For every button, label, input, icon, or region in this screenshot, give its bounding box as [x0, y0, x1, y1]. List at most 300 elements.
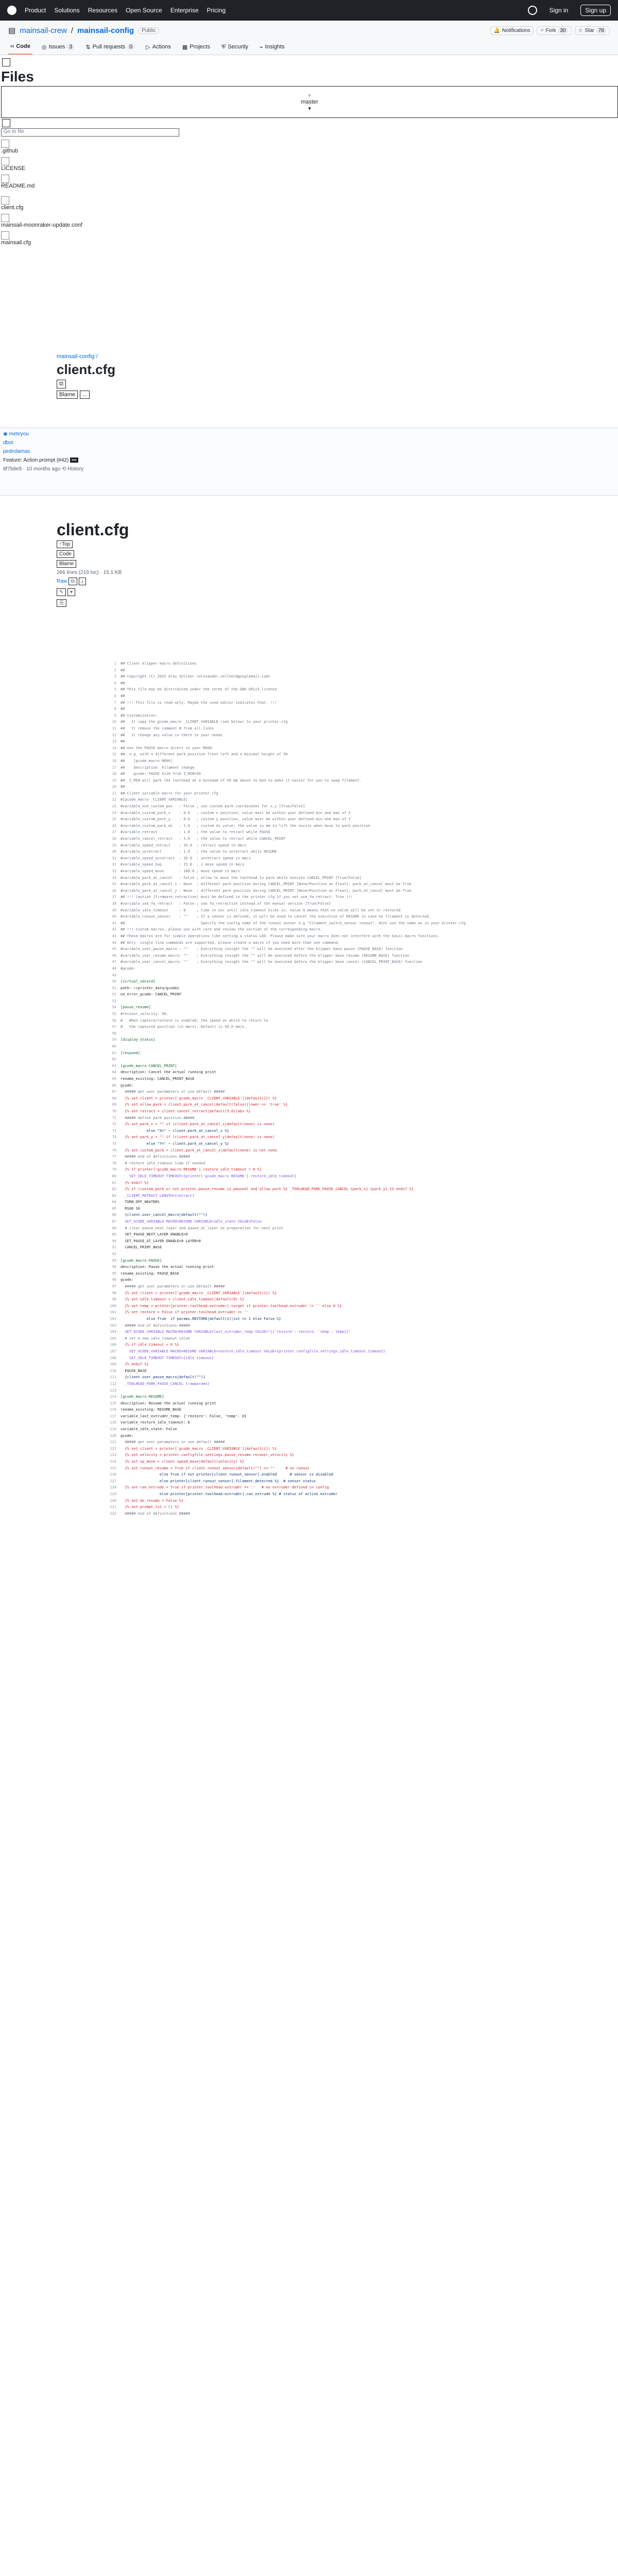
code-line	[103, 693, 608, 700]
line-number[interactable]: 73	[112, 1128, 116, 1133]
file-item-readme[interactable]: README.md	[1, 175, 617, 189]
line-number[interactable]: 93	[112, 1258, 116, 1263]
code-line	[103, 1465, 608, 1472]
file-icon	[1, 196, 9, 205]
line-number[interactable]: 68	[112, 1096, 116, 1100]
line-number[interactable]: 27	[112, 830, 116, 835]
line-number[interactable]: 127	[110, 1479, 116, 1483]
code-line	[103, 810, 608, 817]
tab-projects[interactable]: ▦ Projects	[182, 44, 210, 50]
line-number[interactable]: 123	[110, 1453, 116, 1458]
line-number[interactable]: 14	[112, 745, 116, 750]
line-number[interactable]: 101	[110, 1310, 116, 1315]
code-line	[103, 1173, 608, 1180]
download-icon[interactable]: ⤓	[79, 578, 86, 585]
shield-icon: ⛨	[221, 43, 226, 50]
code-line-text: {% set custom_park = client.park_at_cancel_x|default(none) is not none	[121, 1148, 277, 1153]
repo-name-link[interactable]: mainsail-config	[77, 26, 134, 35]
line-number[interactable]: 81	[112, 1180, 116, 1185]
line-number[interactable]: 78	[112, 1161, 116, 1165]
blame-button[interactable]: Blame	[57, 391, 78, 399]
code-line	[103, 673, 608, 680]
code-line-text: {% set allow_park = client.park_at_cancel|default(false)|lower == 'true' %}	[121, 1103, 288, 1107]
github-logo-icon[interactable]	[7, 6, 16, 15]
line-number[interactable]: 77	[112, 1155, 116, 1159]
line-number[interactable]: 71	[112, 1115, 116, 1120]
line-number[interactable]: 13	[112, 739, 116, 744]
code-line-text: ## These macros are for simple operations like setting a status LED. Please make sure your macro does not interfere with the basic macro functions.	[121, 934, 440, 938]
code-line	[103, 972, 608, 979]
code-line	[103, 1478, 608, 1485]
line-number[interactable]: 29	[112, 843, 116, 848]
code-line	[103, 1361, 608, 1368]
line-number[interactable]: 92	[112, 1252, 116, 1257]
code-line	[103, 946, 608, 953]
sign-up-button[interactable]: Sign up	[580, 5, 611, 16]
line-number[interactable]: 97	[112, 1284, 116, 1289]
code-line	[103, 1251, 608, 1258]
line-number[interactable]: 53	[112, 998, 116, 1003]
chevron-down-icon[interactable]: ▾	[67, 588, 75, 596]
line-number[interactable]: 91	[112, 1245, 116, 1250]
repo-owner-link[interactable]: mainsail-crew	[20, 26, 67, 35]
line-number[interactable]: 10	[112, 720, 116, 724]
line-number[interactable]: 25	[112, 817, 116, 822]
line-number[interactable]: 64	[112, 1070, 116, 1075]
code-line	[103, 1089, 608, 1095]
line-number[interactable]: 52	[112, 992, 116, 997]
code-line-text: ##	[121, 668, 125, 672]
line-number[interactable]: 98	[112, 1291, 116, 1295]
line-number[interactable]: 103	[110, 1323, 116, 1328]
line-number[interactable]: 35	[112, 882, 116, 887]
code-line-text: {% set runout_resume = True if client.runout_sensor|default("") == "" # no runout	[121, 1466, 310, 1470]
code-line	[103, 1238, 608, 1245]
commit-author-link[interactable]: meteyou	[9, 431, 29, 437]
line-number[interactable]: 124	[110, 1460, 116, 1464]
line-number[interactable]: 79	[112, 1167, 116, 1172]
code-line-text: PAUSE_BASE	[121, 1368, 147, 1373]
line-number[interactable]: 34	[112, 875, 116, 880]
code-line	[103, 1244, 608, 1251]
line-number[interactable]: 76	[112, 1148, 116, 1153]
nav-enterprise[interactable]: Enterprise	[170, 7, 199, 14]
line-number[interactable]: 5	[114, 687, 116, 692]
line-number[interactable]: 125	[110, 1466, 116, 1470]
code-header	[57, 520, 129, 608]
code-line	[103, 1323, 608, 1329]
line-number[interactable]: 32	[112, 862, 116, 867]
code-line	[103, 1037, 608, 1043]
search-icon[interactable]	[2, 119, 10, 127]
line-number[interactable]: 112	[110, 1381, 116, 1386]
line-number[interactable]: 54	[112, 1005, 116, 1010]
code-line-text: ##### get user parameters or use default #####	[121, 1090, 225, 1094]
file-tree	[0, 55, 618, 248]
commit-hash[interactable]: 8f7b8e9	[3, 466, 22, 472]
line-number[interactable]: 20	[112, 785, 116, 789]
tab-insights[interactable]: ⌁ Insights	[260, 44, 285, 50]
code-view-tab[interactable]: Code	[57, 550, 74, 558]
line-number[interactable]: 47	[112, 960, 116, 964]
line-number[interactable]: 115	[110, 1401, 116, 1405]
code-line	[103, 1329, 608, 1335]
line-number[interactable]: 7	[114, 700, 116, 705]
line-number[interactable]: 6	[114, 693, 116, 698]
code-line-text: ##### end of definitions #####	[121, 1323, 190, 1328]
line-number[interactable]: 82	[112, 1187, 116, 1192]
line-number[interactable]: 119	[110, 1427, 116, 1432]
line-number[interactable]: 121	[110, 1440, 116, 1445]
line-number[interactable]: 106	[110, 1343, 116, 1347]
line-number[interactable]: 2	[114, 668, 116, 672]
line-number[interactable]: 22	[112, 798, 116, 802]
file-icon	[1, 214, 9, 222]
line-number[interactable]: 33	[112, 869, 116, 873]
line-number[interactable]: 46	[112, 953, 116, 958]
line-number[interactable]: 1	[114, 662, 116, 666]
code-line-text: {% set restore = False if printer.toolhead.extruder == ''	[121, 1310, 249, 1315]
code-line	[103, 1258, 608, 1264]
line-number[interactable]: 104	[110, 1330, 116, 1334]
line-number[interactable]: 131	[110, 1505, 116, 1510]
line-number[interactable]: 85	[112, 1206, 116, 1211]
file-item-mainsail-cfg[interactable]: mainsail.cfg	[1, 231, 617, 246]
latest-commit: ◉ meteyou dbot pedrolamas Feature: Action prompt (#42) ••• 8f7b8e9 · 10 months ago ⟲ History	[0, 428, 618, 496]
collapse-icon[interactable]	[2, 58, 10, 66]
line-number[interactable]: 72	[112, 1122, 116, 1127]
line-number[interactable]: 3	[114, 674, 116, 679]
code-line	[103, 1076, 608, 1082]
copy-icon: ⧉	[59, 381, 63, 387]
visibility-badge: Public	[138, 27, 159, 34]
line-number[interactable]: 89	[112, 1232, 116, 1237]
sign-in-link[interactable]: Sign in	[549, 7, 569, 14]
line-number[interactable]: 44	[112, 940, 116, 945]
line-number[interactable]: 99	[112, 1297, 116, 1302]
line-number[interactable]: 88	[112, 1226, 116, 1230]
file-item-client-cfg[interactable]: client.cfg	[1, 196, 617, 211]
line-number[interactable]: 116	[110, 1408, 116, 1412]
blame-view-tab[interactable]: Blame	[57, 560, 76, 568]
line-number[interactable]: 60	[112, 1044, 116, 1049]
code-line	[103, 1452, 608, 1459]
code-line-text: [virtual_sdcard]	[121, 979, 156, 984]
line-number[interactable]: 80	[112, 1174, 116, 1178]
code-line	[103, 1082, 608, 1089]
code-line-text: ## Use the PAUSE macro direct in your M600:	[121, 745, 214, 750]
repo-header: ▤ mainsail-crew / mainsail-config Public 🔔 Notifications ⑂ Fork 30 ☆ Star 78 ‹› Code ◎ Issues 3 ⇅ Pull requests 0 ▷ Actions ▦ Projects ⛨ Security ⌁ Insights	[0, 21, 618, 55]
code-line	[103, 1303, 608, 1310]
line-number[interactable]: 30	[112, 850, 116, 854]
tab-code[interactable]: ‹› Code	[8, 40, 32, 55]
line-number[interactable]: 48	[112, 966, 116, 971]
line-number[interactable]: 61	[112, 1050, 116, 1055]
line-number[interactable]: 40	[112, 914, 116, 919]
line-number[interactable]: 111	[110, 1375, 116, 1380]
code-line	[103, 1011, 608, 1018]
line-number[interactable]: 126	[110, 1472, 116, 1477]
code-line-text: {% set idle_timeout = client.idle_timeout|default(0) %}	[121, 1297, 245, 1302]
code-line-text: #variable_cancel_retract : 5.0 ; the value to retract while CANCEL_PRINT	[121, 837, 286, 841]
code-line	[103, 855, 608, 862]
file-stats: 266 lines (219 loc) · 15.1 KB	[57, 570, 122, 575]
file-item-github-folder[interactable]: .github	[1, 140, 617, 154]
commit-bot-link[interactable]: dbot	[3, 440, 13, 446]
code-line	[103, 959, 608, 965]
commit-coauthor-link[interactable]: pedrolamas	[3, 449, 30, 454]
code-line	[103, 765, 608, 771]
line-number[interactable]: 66	[112, 1083, 116, 1088]
code-line	[103, 998, 608, 1005]
fork-button[interactable]: ⑂ Fork 30	[537, 26, 571, 35]
line-number[interactable]: 69	[112, 1103, 116, 1107]
code-line	[103, 901, 608, 907]
line-number[interactable]: 108	[110, 1355, 116, 1360]
line-number[interactable]: 26	[112, 823, 116, 828]
code-line	[103, 829, 608, 836]
nav-solutions[interactable]: Solutions	[54, 7, 80, 14]
code-line	[103, 1419, 608, 1426]
line-number[interactable]: 19	[112, 778, 116, 783]
code-line-text: ##	[121, 693, 125, 698]
line-number[interactable]: 39	[112, 908, 116, 912]
line-number[interactable]: 86	[112, 1213, 116, 1217]
code-line-text: {% set client = printer['gcode_macro _CLIENT_VARIABLE']|default({}) %}	[121, 1446, 277, 1451]
code-line-text: ## Customization:	[121, 713, 158, 718]
line-number[interactable]: 113	[110, 1388, 116, 1393]
history-link[interactable]: History	[67, 466, 84, 472]
line-number[interactable]: 4	[114, 681, 116, 685]
copy-raw-icon[interactable]: ⧉	[68, 578, 77, 585]
code-line-text: {% set prompt_txt = [] %}	[121, 1505, 179, 1510]
graph-icon: ⌁	[260, 44, 263, 50]
commit-message-link[interactable]: Feature: Action prompt (#42)	[3, 457, 69, 463]
code-line-text: ## !!! Custom macros, please use with care and review the section of the corresponding macro.	[121, 927, 322, 932]
line-number[interactable]: 49	[112, 973, 116, 977]
expand-commit-button[interactable]: •••	[70, 457, 78, 463]
code-line	[103, 1030, 608, 1037]
avatar[interactable]: ◉	[3, 431, 8, 437]
repo-tabs	[8, 40, 610, 55]
code-line-text: {% set retract = client.cancel_retract|default(5.0)|abs %}	[121, 1109, 251, 1113]
notifications-button[interactable]: 🔔 Notifications	[490, 26, 534, 35]
line-number[interactable]: 36	[112, 888, 116, 893]
code-line	[103, 1206, 608, 1212]
line-number[interactable]: 94	[112, 1265, 116, 1269]
code-line	[103, 1381, 608, 1387]
line-number[interactable]: 9	[114, 713, 116, 718]
star-button[interactable]: ☆ Star 78	[575, 26, 610, 35]
line-number[interactable]: 87	[112, 1219, 116, 1224]
folder-icon	[1, 140, 9, 148]
code-line	[103, 1095, 608, 1102]
line-number[interactable]: 100	[110, 1303, 116, 1308]
code-line-text: ## 2) remove the comment # from all lines	[121, 726, 214, 731]
line-number[interactable]: 16	[112, 758, 116, 763]
line-number[interactable]: 70	[112, 1109, 116, 1113]
code-line	[103, 1147, 608, 1154]
code-line	[103, 796, 608, 803]
nav-pricing[interactable]: Pricing	[207, 7, 226, 14]
line-number[interactable]: 107	[110, 1349, 116, 1353]
code-line	[103, 1270, 608, 1277]
nav-resources[interactable]: Resources	[88, 7, 118, 14]
line-number[interactable]: 23	[112, 804, 116, 809]
more-options-button[interactable]: ...	[80, 391, 90, 399]
code-line-text: ## [gcode_macro M600]	[121, 758, 173, 763]
line-number[interactable]: 57	[112, 1025, 116, 1029]
code-line	[103, 1225, 608, 1232]
line-number[interactable]: 102	[110, 1316, 116, 1321]
line-number[interactable]: 63	[112, 1063, 116, 1068]
code-line	[103, 1491, 608, 1498]
code-line	[103, 1004, 608, 1011]
line-number[interactable]: 117	[110, 1414, 116, 1418]
line-number[interactable]: 41	[112, 921, 116, 925]
line-number[interactable]: 21	[112, 791, 116, 795]
line-number[interactable]: 8	[114, 707, 116, 711]
code-line	[103, 1231, 608, 1238]
code-line-text: #variable_use_custom_pos : False ; use custom park coordinates for x,y [True/False]	[121, 804, 305, 809]
line-number[interactable]: 62	[112, 1057, 116, 1062]
line-number[interactable]: 110	[110, 1368, 116, 1373]
line-number[interactable]: 83	[112, 1193, 116, 1198]
code-line	[103, 881, 608, 888]
line-number[interactable]: 67	[112, 1090, 116, 1094]
tab-security[interactable]: ⛨ Security	[221, 43, 248, 50]
line-number[interactable]: 122	[110, 1446, 116, 1451]
line-number[interactable]: 129	[110, 1492, 116, 1496]
line-number[interactable]: 42	[112, 927, 116, 932]
code-line-text: ## Copyright (C) 2022 Alex Zellner <alexander.zellner@googlemail.com>	[121, 674, 270, 679]
code-line-text: variable_idle_state: False	[121, 1427, 177, 1432]
code-line-text: else "X=" ~ client.park_at_cancel_x %}	[121, 1128, 229, 1133]
code-line	[103, 1212, 608, 1218]
code-line	[103, 1277, 608, 1283]
global-header	[0, 0, 618, 21]
code-line-text: #variable_retract : 1.0 ; the value to retract while PAUSE	[121, 830, 270, 835]
code-line-text: [display_status]	[121, 1038, 156, 1042]
code-line	[103, 1406, 608, 1413]
line-number[interactable]: 118	[110, 1420, 116, 1425]
line-number[interactable]: 55	[112, 1012, 116, 1016]
line-number[interactable]: 45	[112, 947, 116, 952]
code-line-text: ## gcode: PAUSE X=10 Y=10 Z_MIN=50	[121, 772, 201, 776]
line-number[interactable]: 65	[112, 1077, 116, 1081]
line-number[interactable]: 43	[112, 934, 116, 938]
tab-pull-requests[interactable]: ⇅ Pull requests 0	[83, 40, 136, 55]
code-line-text: ## Z_MIN will park the toolhead at a minimum of 50 mm above to bed to make it easier for you to swap filament.	[121, 778, 362, 783]
line-number[interactable]: 51	[112, 986, 116, 990]
nav-product[interactable]: Product	[25, 7, 46, 14]
top-button[interactable]: ↑Top	[57, 540, 73, 548]
line-number[interactable]: 28	[112, 837, 116, 841]
line-number[interactable]: 75	[112, 1141, 116, 1146]
code-line-text: else printer[printer.toolhead.extruder].can_extrude %} # status of active extruder	[121, 1492, 338, 1496]
file-icon	[1, 175, 9, 183]
line-number[interactable]: 84	[112, 1200, 116, 1205]
tab-actions[interactable]: ▷ Actions	[146, 44, 171, 50]
code-line-text: # set a new idle_timeout value	[121, 1336, 190, 1341]
line-number[interactable]: 130	[110, 1498, 116, 1503]
code-line	[103, 1264, 608, 1270]
symbols-icon[interactable]: ☰	[57, 599, 66, 607]
arrow-up-icon: ↑	[59, 541, 62, 547]
code-line-text: {% set client = printer['gcode_macro _CLIENT_VARIABLE']|default({}) %}	[121, 1291, 277, 1295]
code-line	[103, 1459, 608, 1465]
line-number[interactable]: 38	[112, 901, 116, 906]
line-number[interactable]: 105	[110, 1336, 116, 1341]
line-number[interactable]: 15	[112, 752, 116, 757]
code-line-text: {% set park_y = "" if (client.park_at_cancel_y|default(none) is none)	[121, 1135, 275, 1140]
pull-request-icon: ⇅	[85, 44, 91, 50]
line-number[interactable]: 74	[112, 1135, 116, 1140]
line-number[interactable]: 37	[112, 895, 116, 900]
code-line-text: {% endif %}	[121, 1362, 149, 1367]
edit-icon[interactable]: ✎	[57, 588, 66, 596]
code-line	[103, 1309, 608, 1316]
go-to-file-input[interactable]: Go to file	[1, 128, 179, 137]
code-line-text: #variable_idle_timeout : 0 ; time in sec until idle_timeout kicks in. Value 0 means that no value will be set or restored	[121, 908, 401, 912]
code-line	[103, 790, 608, 797]
code-line-text: #variable_user_pause_macro : "" ; Everything insight the "" will be executed after the klipper base pause (PAUSE_BASE) function	[121, 947, 403, 952]
code-line-text: ## 1) copy the gcode_macro _CLIENT_VARIABLE (see below) to your printer.cfg	[121, 720, 288, 724]
branch-selector[interactable]: ⑂ master ▾	[1, 86, 618, 118]
search-icon[interactable]	[528, 6, 537, 15]
file-item-license[interactable]: LICENSE	[1, 157, 617, 172]
code-line-text: #variable_unretract : 1.0 ; the value to unretract while RESUME	[121, 850, 277, 854]
line-number[interactable]: 114	[110, 1395, 116, 1399]
breadcrumb-repo-link[interactable]: mainsail-config	[57, 353, 95, 360]
code-line-text: [gcode_macro CANCEL_PRINT]	[121, 1063, 177, 1068]
code-line	[103, 1154, 608, 1160]
code-line	[103, 1433, 608, 1439]
line-number[interactable]: 24	[112, 810, 116, 815]
line-number[interactable]: 11	[112, 726, 116, 731]
line-number[interactable]: 109	[110, 1362, 116, 1367]
code-line	[103, 1504, 608, 1511]
line-number[interactable]: 59	[112, 1038, 116, 1042]
code-line-text: #variable_speed_retract : 35.0 ; retract speed in mm/s	[121, 843, 247, 848]
line-number[interactable]: 90	[112, 1239, 116, 1243]
code-line	[103, 965, 608, 972]
raw-button[interactable]: Raw	[57, 579, 67, 584]
line-number[interactable]: 17	[112, 765, 116, 770]
line-number[interactable]: 56	[112, 1018, 116, 1023]
line-number[interactable]: 50	[112, 979, 116, 984]
line-number[interactable]: 120	[110, 1433, 116, 1438]
line-number[interactable]: 128	[110, 1485, 116, 1490]
tab-issues[interactable]: ◎ Issues 3	[40, 40, 77, 55]
line-number[interactable]: 95	[112, 1271, 116, 1276]
line-number[interactable]: 18	[112, 772, 116, 776]
line-number[interactable]: 12	[112, 733, 116, 737]
line-number[interactable]: 58	[112, 1031, 116, 1036]
line-number[interactable]: 96	[112, 1278, 116, 1282]
file-item-moonraker-update[interactable]: mainsail-moonraker-update.conf	[1, 214, 617, 228]
code-line-text: [gcode_macro RESUME]	[121, 1395, 164, 1399]
nav-open-source[interactable]: Open Source	[126, 7, 162, 14]
line-number[interactable]: 132	[110, 1511, 116, 1516]
line-number[interactable]: 31	[112, 856, 116, 860]
code-line-text: #[gcode_macro _CLIENT_VARIABLE]	[121, 798, 188, 802]
code-line	[103, 823, 608, 829]
copy-path-button[interactable]	[57, 380, 66, 388]
code-line-text: else True if not printer[client.runout_sensor].enabled # sensor is disabled	[121, 1472, 334, 1477]
code-line	[103, 1108, 608, 1115]
code-line-text: SET_PAUSE_AT_LAYER ENABLE=0 LAYER=0	[121, 1239, 201, 1243]
